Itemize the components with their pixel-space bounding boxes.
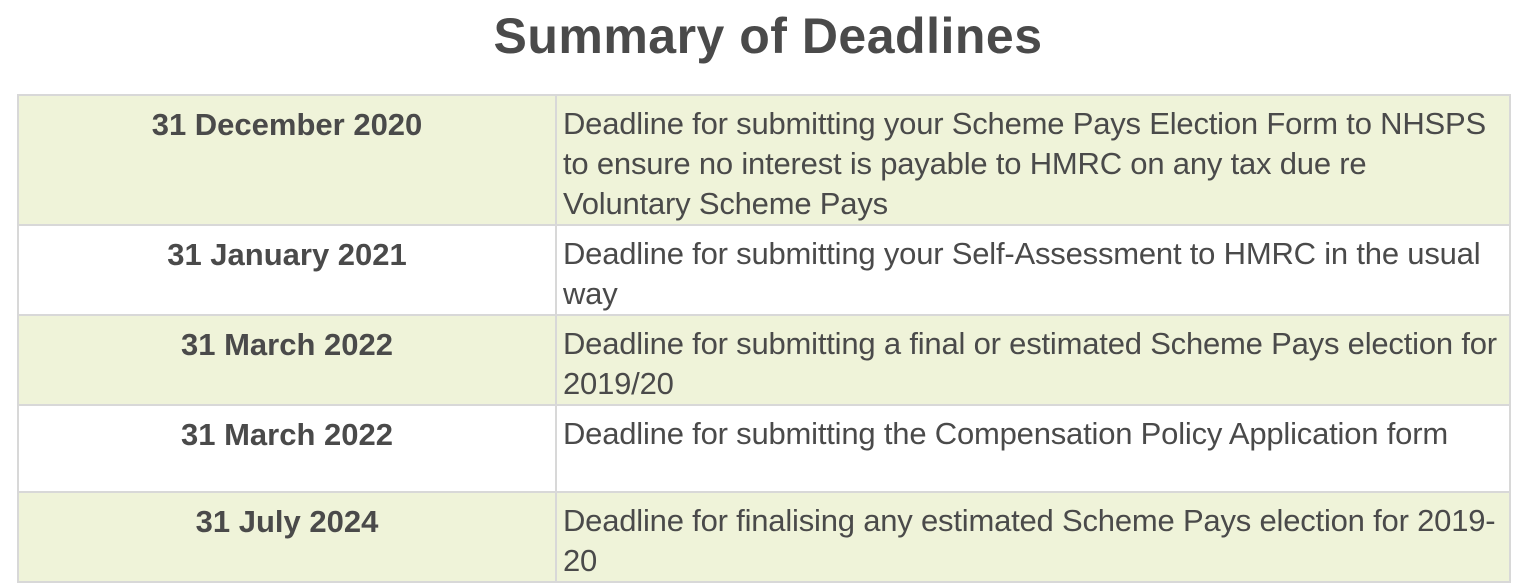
deadline-description: Deadline for finalising any estimated Scheme Pays election for 2019-20 <box>556 492 1510 582</box>
deadlines-table <box>17 94 1511 583</box>
deadline-date: 31 July 2024 <box>18 492 556 582</box>
deadline-date: 31 December 2020 <box>18 95 556 225</box>
deadline-description: Deadline for submitting the Compensation Policy Application form <box>556 405 1510 492</box>
deadline-date: 31 January 2021 <box>18 225 556 315</box>
table-row <box>18 315 1510 405</box>
table-row <box>18 405 1510 492</box>
table-row <box>18 95 1510 225</box>
deadline-description: Deadline for submitting your Scheme Pays Election Form to NHSPS to ensure no interest is payable to HMRC on any tax due re Voluntary Scheme Pays <box>556 95 1510 225</box>
deadline-date: 31 March 2022 <box>18 405 556 492</box>
deadline-description: Deadline for submitting a final or estimated Scheme Pays election for 2019/20 <box>556 315 1510 405</box>
page-title: Summary of Deadlines <box>493 8 1043 64</box>
table-row <box>18 225 1510 315</box>
deadline-date: 31 March 2022 <box>18 315 556 405</box>
table-row <box>18 492 1510 582</box>
deadline-description: Deadline for submitting your Self-Assessment to HMRC in the usual way <box>556 225 1510 315</box>
